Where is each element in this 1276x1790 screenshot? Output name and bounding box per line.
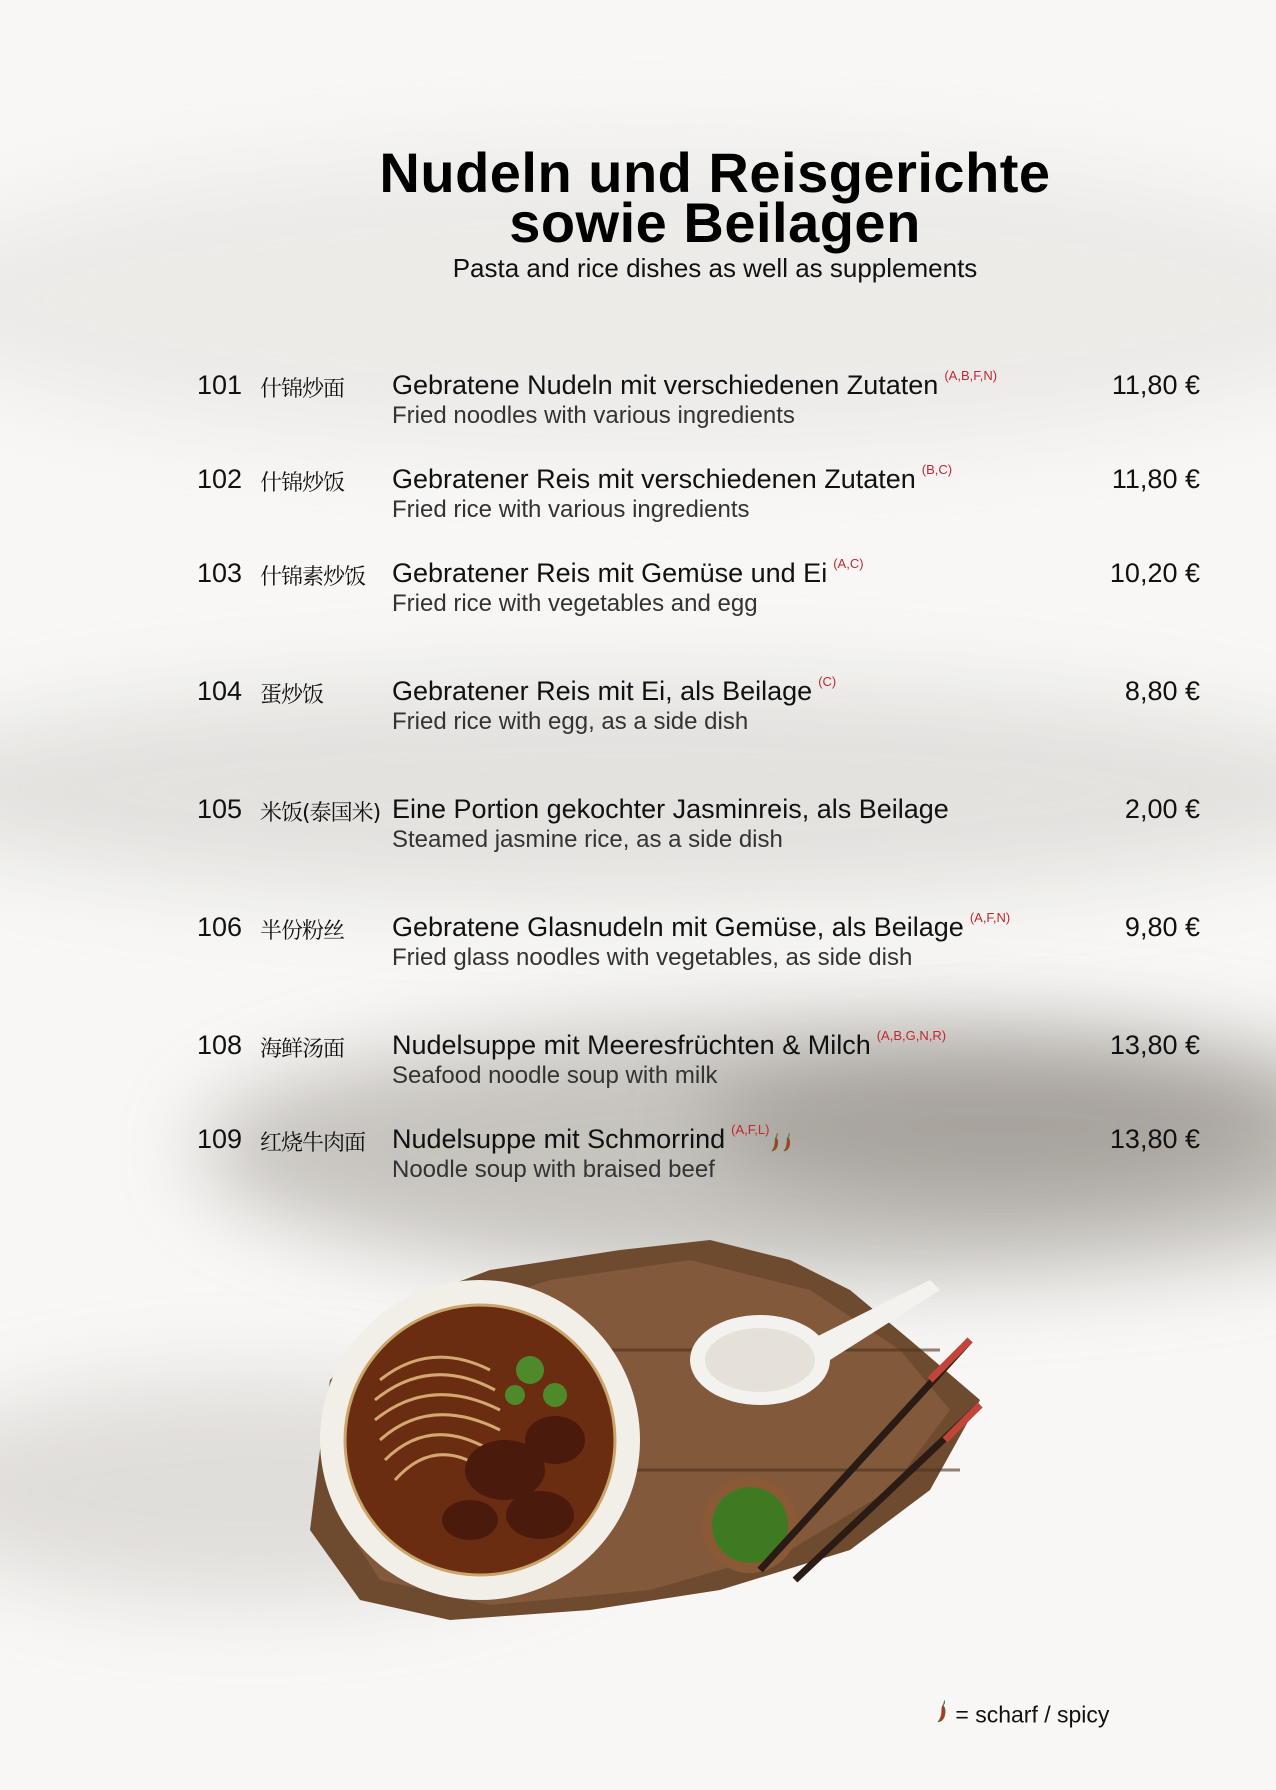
- menu-item: [0, 912, 1276, 982]
- item-number: 101: [197, 370, 243, 400]
- item-chinese-name: 什锦炒面: [260, 377, 345, 402]
- menu-item: [0, 1030, 1276, 1100]
- allergen-codes: (A,B,F,N): [944, 368, 998, 383]
- item-english-name: Fried rice with various ingredients: [392, 496, 750, 523]
- item-english-name: Fried rice with vegetables and egg: [392, 590, 758, 617]
- item-chinese-name: 半份粉丝: [260, 919, 345, 944]
- page-title: [0, 141, 1276, 254]
- allergen-codes: (C): [818, 674, 837, 689]
- title-line-2: sowie Beilagen: [509, 191, 921, 254]
- allergen-codes: (A,B,G,N,R): [876, 1028, 947, 1043]
- item-price: 13,80 €: [1109, 1030, 1200, 1060]
- item-chinese-name: 米饭(泰国米): [260, 801, 381, 826]
- item-price: 11,80 €: [1111, 464, 1200, 494]
- menu-item: [0, 370, 1276, 440]
- item-number: 108: [197, 1030, 243, 1060]
- item-chinese-name: 海鲜汤面: [260, 1037, 345, 1062]
- allergen-codes: (A,C): [833, 556, 864, 571]
- menu-item: [0, 558, 1276, 628]
- chili-icon: [771, 1132, 781, 1152]
- item-price: 2,00 €: [1124, 794, 1200, 824]
- item-german-name: Eine Portion gekochter Jasminreis, als Beilage: [392, 794, 949, 824]
- item-german-name: Gebratener Reis mit Ei, als Beilage $^{(C)}$: [392, 674, 837, 706]
- item-price: 8,80 €: [1124, 676, 1200, 706]
- item-german-name: Gebratener Reis mit Gemüse und Ei $^{(A,C)}$: [392, 556, 864, 588]
- item-english-name: Seafood noodle soup with milk: [392, 1062, 718, 1089]
- item-price: 11,80 €: [1111, 370, 1200, 400]
- spicy-legend: [935, 1697, 1109, 1728]
- item-chinese-name: 蛋炒饭: [260, 683, 324, 708]
- menu-item: [0, 676, 1276, 746]
- item-number: 106: [197, 912, 243, 942]
- item-english-name: Fried noodles with various ingredients: [392, 402, 795, 429]
- chili-icon: [937, 1699, 949, 1723]
- item-price: 13,80 €: [1109, 1124, 1200, 1154]
- item-number: 109: [197, 1124, 243, 1154]
- item-german-name: Gebratene Glasnudeln mit Gemüse, als Beilage $^{(A,F,N)}$: [392, 910, 1011, 942]
- legend-text: = scharf / spicy: [955, 1701, 1110, 1728]
- item-chinese-name: 什锦炒饭: [260, 471, 345, 496]
- item-number: 103: [197, 558, 243, 588]
- item-english-name: Fried glass noodles with vegetables, as side dish: [392, 944, 913, 971]
- item-price: 10,20 €: [1109, 558, 1200, 588]
- item-number: 105: [197, 794, 243, 824]
- beef-noodle-soup-photo: [290, 1230, 990, 1630]
- item-german-name: Gebratene Nudeln mit verschiedenen Zutaten $^{(A,B,F,N)}$: [392, 368, 998, 400]
- menu-item: [0, 1124, 1276, 1194]
- chili-icon: [783, 1132, 793, 1152]
- item-chinese-name: 红烧牛肉面: [260, 1131, 366, 1156]
- menu-item: [0, 464, 1276, 534]
- title-line-1: Nudeln und Reisgerichte: [379, 141, 1051, 204]
- page-subtitle: Pasta and rice dishes as well as supplements: [452, 253, 978, 283]
- item-english-name: Fried rice with egg, as a side dish: [392, 708, 749, 735]
- item-chinese-name: 什锦素炒饭: [260, 565, 366, 590]
- item-price: 9,80 €: [1124, 912, 1200, 942]
- item-number: 102: [197, 464, 243, 494]
- item-german-name: Nudelsuppe mit Schmorrind $^{(A,F,L)}$: [392, 1124, 793, 1155]
- allergen-codes: (B,C): [921, 462, 953, 477]
- allergen-codes: (A,F,L): [731, 1122, 770, 1137]
- allergen-codes: (A,F,N): [969, 910, 1011, 925]
- menu-item: [0, 794, 1276, 864]
- item-german-name: Nudelsuppe mit Meeresfrüchten & Milch $^{(A,B,G,N,R)}$: [392, 1028, 947, 1060]
- item-english-name: Steamed jasmine rice, as a side dish: [392, 826, 783, 853]
- item-german-name: Gebratener Reis mit verschiedenen Zutaten $^{(B,C)}$: [392, 462, 953, 494]
- item-english-name: Noodle soup with braised beef: [392, 1156, 715, 1183]
- item-number: 104: [197, 676, 243, 706]
